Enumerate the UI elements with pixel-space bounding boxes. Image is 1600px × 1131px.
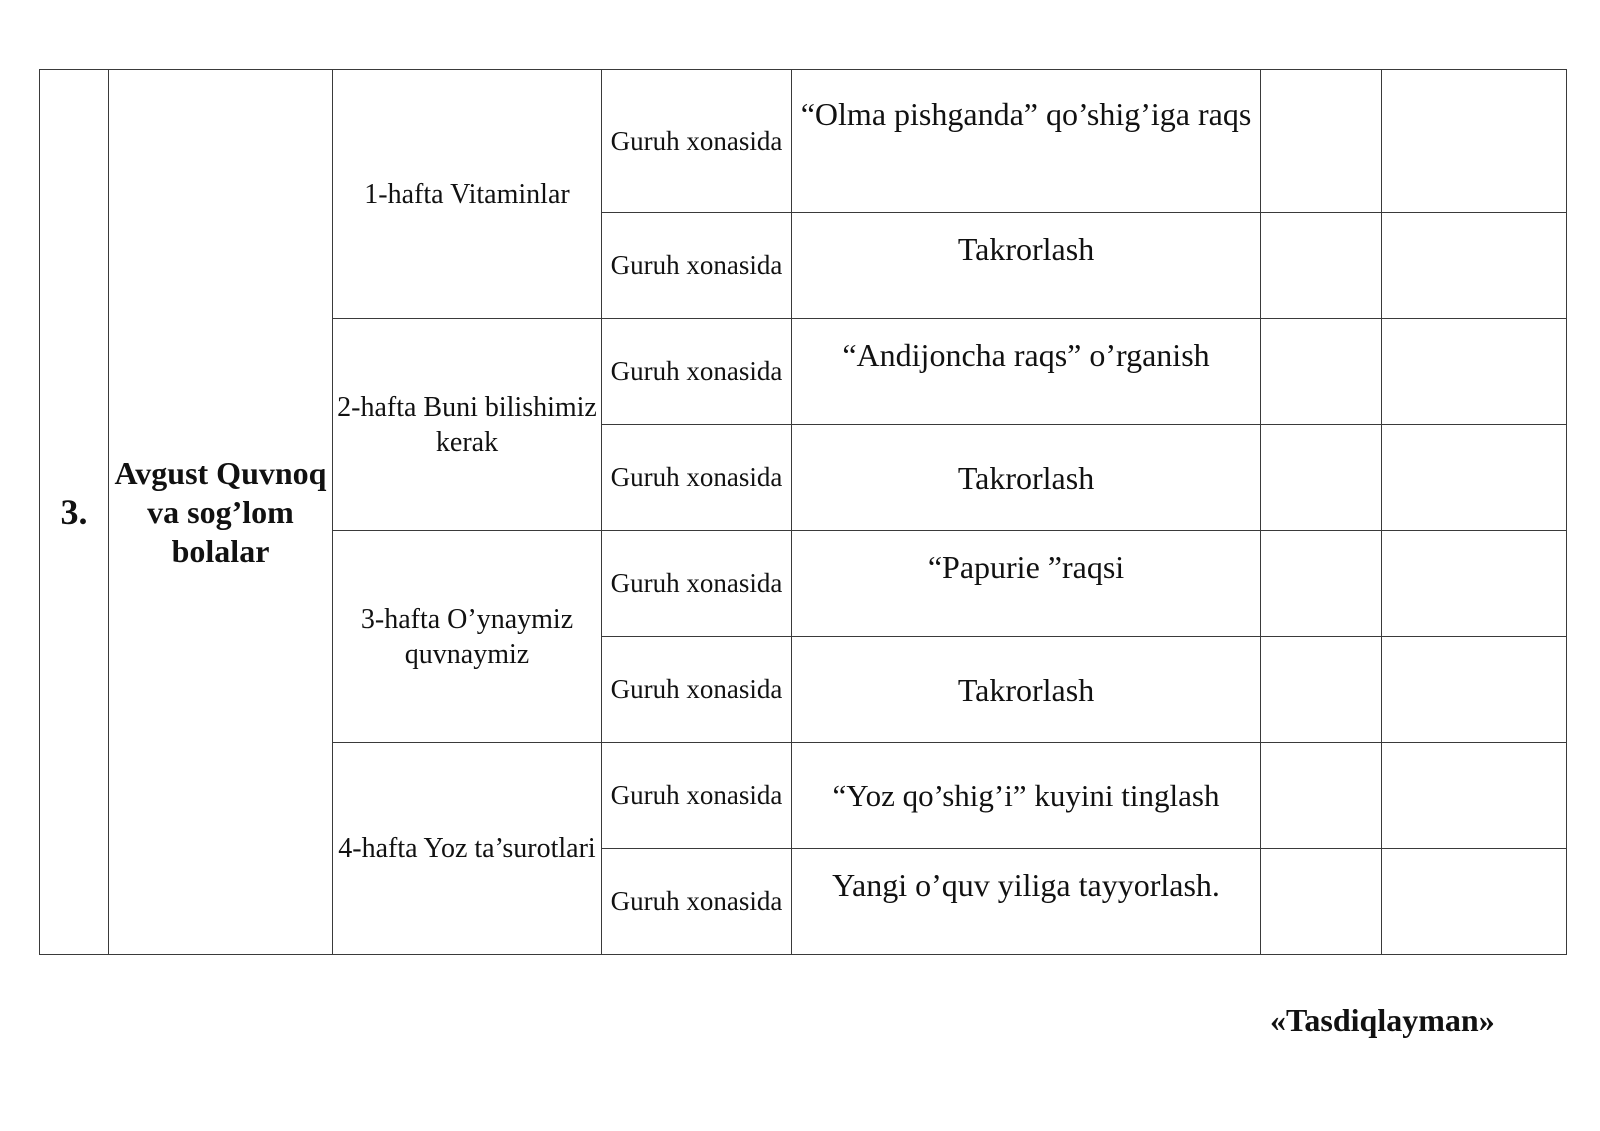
week-theme: 1-hafta Vitaminlar — [333, 70, 602, 319]
location-cell: Guruh xonasida — [602, 637, 792, 743]
activity-cell: Yangi o’quv yiliga tayyorlash. — [792, 849, 1261, 955]
lesson-plan-table — [39, 69, 1567, 955]
activity-cell: “Papurie ”raqsi — [792, 531, 1261, 637]
empty-cell — [1261, 637, 1382, 743]
empty-cell — [1382, 213, 1567, 319]
activity-cell: “Andijoncha raqs” o’rganish — [792, 319, 1261, 425]
location-cell: Guruh xonasida — [602, 425, 792, 531]
row-number: 3. — [40, 70, 109, 955]
week-theme: 2-hafta Buni bilishimiz kerak — [333, 319, 602, 531]
empty-cell — [1261, 70, 1382, 213]
location-cell: Guruh xonasida — [602, 213, 792, 319]
location-cell: Guruh xonasida — [602, 531, 792, 637]
empty-cell — [1382, 319, 1567, 425]
activity-cell: Takrorlash — [792, 425, 1261, 531]
activity-cell: Takrorlash — [792, 213, 1261, 319]
table-row — [40, 70, 1567, 213]
empty-cell — [1261, 213, 1382, 319]
empty-cell — [1382, 637, 1567, 743]
activity-cell: “Olma pishganda” qo’shig’iga raqs — [792, 70, 1261, 213]
empty-cell — [1261, 849, 1382, 955]
week-theme: 3-hafta O’ynaymiz quvnaymiz — [333, 531, 602, 743]
empty-cell — [1261, 531, 1382, 637]
empty-cell — [1382, 425, 1567, 531]
location-cell: Guruh xonasida — [602, 319, 792, 425]
activity-cell: Takrorlash — [792, 637, 1261, 743]
activity-cell: “Yoz qo’shig’i” kuyini tinglash — [792, 743, 1261, 849]
location-cell: Guruh xonasida — [602, 743, 792, 849]
empty-cell — [1261, 743, 1382, 849]
approval-heading: «Tasdiqlayman» — [1270, 1002, 1495, 1038]
empty-cell — [1382, 531, 1567, 637]
empty-cell — [1382, 743, 1567, 849]
location-cell: Guruh xonasida — [602, 70, 792, 213]
month-theme: Avgust Quvnoq va sog’lom bolalar — [109, 70, 333, 955]
location-cell: Guruh xonasida — [602, 849, 792, 955]
empty-cell — [1261, 319, 1382, 425]
empty-cell — [1261, 425, 1382, 531]
empty-cell — [1382, 70, 1567, 213]
week-theme: 4-hafta Yoz ta’surotlari — [333, 743, 602, 955]
empty-cell — [1382, 849, 1567, 955]
